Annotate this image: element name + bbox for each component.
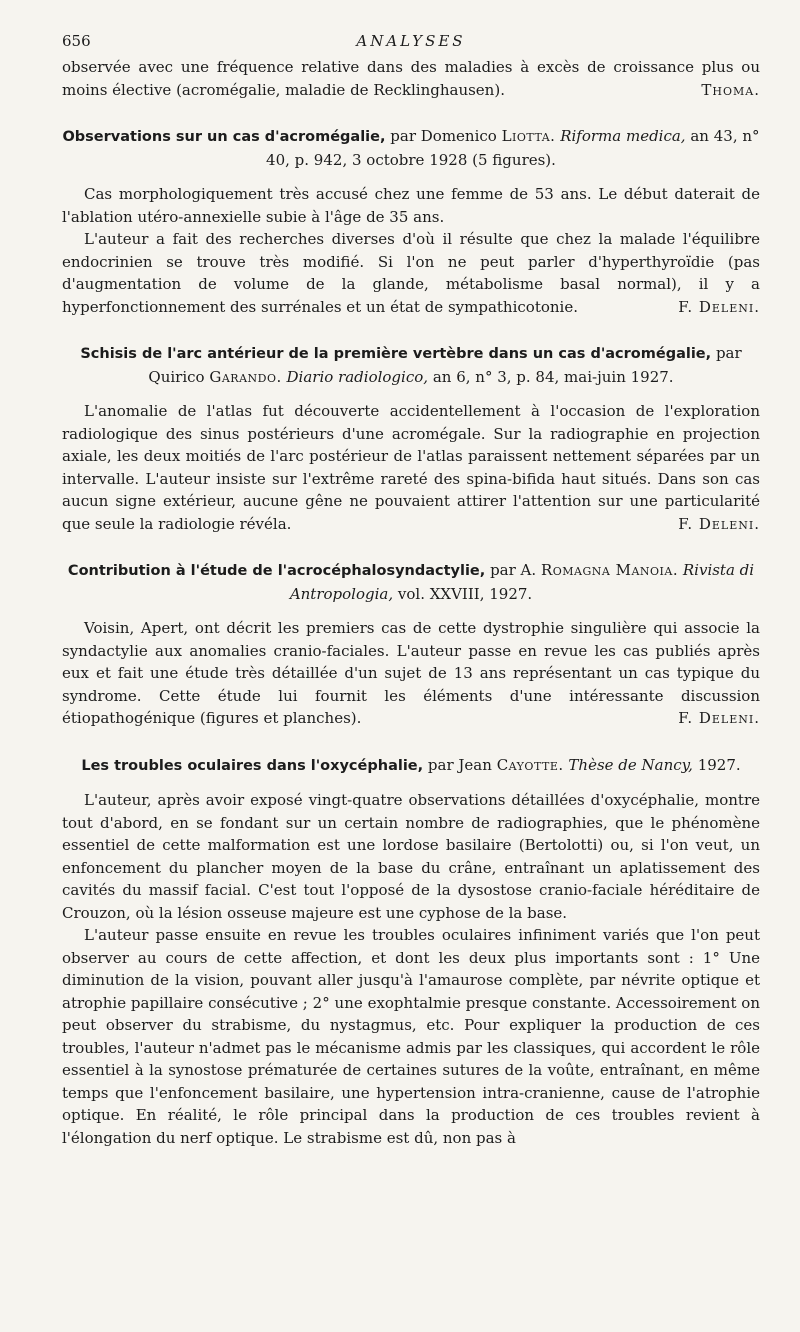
article-journal: Rivista di Antropologia, — [289, 561, 755, 603]
paragraph — [62, 617, 760, 730]
article-body — [62, 617, 760, 730]
page-number: 656 — [62, 32, 91, 50]
article-heading — [62, 754, 760, 778]
article-body — [62, 183, 760, 318]
paragraph — [62, 789, 760, 924]
article-author: Romagna Manoia. — [540, 561, 679, 579]
article-by: par Jean — [427, 755, 492, 774]
paragraph-text: Voisin, Apert, ont décrit les premiers cas de cette dystrophie singulière qui associe la syndactylie aux anomalies cranio-faciales. L'auteur passe en revue les cas publiés après eux et fait une étude très détaillée d'un sujet de 13 ans représentant un cas typique du syndrome. Cette étude lui fournit les éléments d'une intéressante discussion étiopathogénique (figures et planches). — [62, 619, 760, 727]
article-by: par Domenico — [390, 127, 497, 145]
journal-title: ANALYSES — [356, 32, 466, 50]
article — [62, 754, 760, 1150]
continuation-paragraph — [62, 56, 760, 101]
signature: Thoma. — [701, 80, 760, 99]
article-journal: Diario radiologico, — [286, 367, 429, 386]
article-journal: Thèse de Nancy, — [568, 755, 693, 774]
article — [62, 125, 760, 318]
paragraph-text: L'auteur, après avoir exposé vingt-quatre observations détaillées d'oxycéphalie, montre tout d'abord, en se fondant sur un certain nombre de radiographies, que le phénomène essentiel de cette malformation est une lordose basilaire (Bertolotti) ou, si l'on veut, un enfoncement du plancher moyen de la base du crâne, entraînant un aplatissement des cavités du massif facial. C'est tout l'opposé de la dysostose cranio-faciale héréditaire de Crouzon, où la lésion osseuse majeure est une cyphose de la base. — [62, 791, 760, 922]
article-list — [62, 125, 760, 1149]
article-heading — [62, 559, 760, 605]
article-citation: 1927. — [697, 755, 741, 774]
paragraph — [62, 228, 760, 318]
running-head — [62, 26, 760, 56]
article-citation: an 6, n° 3, p. 84, mai-juin 1927. — [432, 367, 674, 386]
signature: F. Deleni. — [678, 514, 760, 533]
paragraph — [62, 183, 760, 228]
article-by: par A. — [490, 561, 537, 579]
article-by: par Quirico — [148, 344, 742, 386]
article-author: Garando. — [209, 367, 282, 386]
article-body — [62, 789, 760, 1149]
paragraph — [62, 924, 760, 1149]
article-body — [62, 400, 760, 535]
article — [62, 342, 760, 535]
article-heading — [62, 125, 760, 171]
article-author: Cayotte. — [496, 755, 564, 774]
article-title: Contribution à l'étude de l'acrocéphalosyndactylie, — [67, 563, 486, 579]
article-title: Les troubles oculaires dans l'oxycéphalie, — [81, 757, 424, 774]
signature: F. Deleni. — [678, 709, 760, 727]
article-title: Observations sur un cas d'acromégalie, — [62, 129, 386, 145]
signature: F. Deleni. — [678, 297, 760, 316]
article-heading — [62, 342, 760, 388]
article-title: Schisis de l'arc antérieur de la première vertèbre dans un cas d'acromégalie, — [80, 346, 712, 362]
article — [62, 559, 760, 730]
article-author: Liotta. — [501, 127, 556, 145]
paragraph — [62, 400, 760, 535]
article-journal: Riforma medica, — [560, 127, 686, 145]
article-citation: an 43, n° 40, p. 942, 3 octobre 1928 (5 figures). — [266, 127, 760, 169]
article-citation: vol. XXVIII, 1927. — [397, 584, 533, 603]
paragraph-text: Cas morphologiquement très accusé chez une femme de 53 ans. Le début daterait de l'ablation utéro-annexielle subie à l'âge de 35 ans. — [62, 185, 760, 226]
paragraph-text: L'auteur a fait des recherches diverses d'où il résulte que chez la malade l'équilibre endocrinien se trouve très modifié. Si l'on ne peut parler d'hyperthyroïdie (pas d'augmentation de volume de la glande, métabolisme basal normal), il y a hyperfonctionnement des surrénales et un état de sympathicotonie. — [62, 230, 760, 316]
paragraph-text: L'anomalie de l'atlas fut découverte accidentellement à l'occasion de l'exploration radiologique des sinus postérieurs d'une acromégale. Sur la radiographie en projection axiale, les deux moitiés de l'arc postérieur de l'atlas paraissent nettement séparées par un intervalle. L'auteur insiste sur l'extrême rareté des spina-bifida haut situés. Dans son cas aucun signe extérieur, aucune gêne ne pouvaient attirer l'attention sur une particularité que seule la radiologie révéla. — [62, 402, 760, 533]
paragraph-text: L'auteur passe ensuite en revue les troubles oculaires infiniment variés que l'on peut observer au cours de cette affection, et dont les deux plus importants sont : 1° Une diminution de la vision, pouvant aller jusqu'à l'amaurose complète, par névrite optique et atrophie papillaire consécutive ; 2° une exophtalmie presque constante. Accessoirement on peut observer du strabisme, du nystagmus, etc. Pour expliquer la production de ces troubles, l'auteur n'admet pas le mécanisme admis par les classiques, qui accordent le rôle essentiel à la synostose prématurée de certaines sutures de la voûte, entraînant, en même temps que l'enfoncement basilaire, une hypertension intra-cranienne, cause de l'atrophie optique. En réalité, le rôle principal dans la production de ces troubles revient à l'élongation du nerf optique. Le strabisme est dû, non pas à — [62, 926, 760, 1147]
continuation-text: observée avec une fréquence relative dans des maladies à excès de croissance plus ou moins élective (acromégalie, maladie de Recklinghausen). — [62, 58, 760, 99]
